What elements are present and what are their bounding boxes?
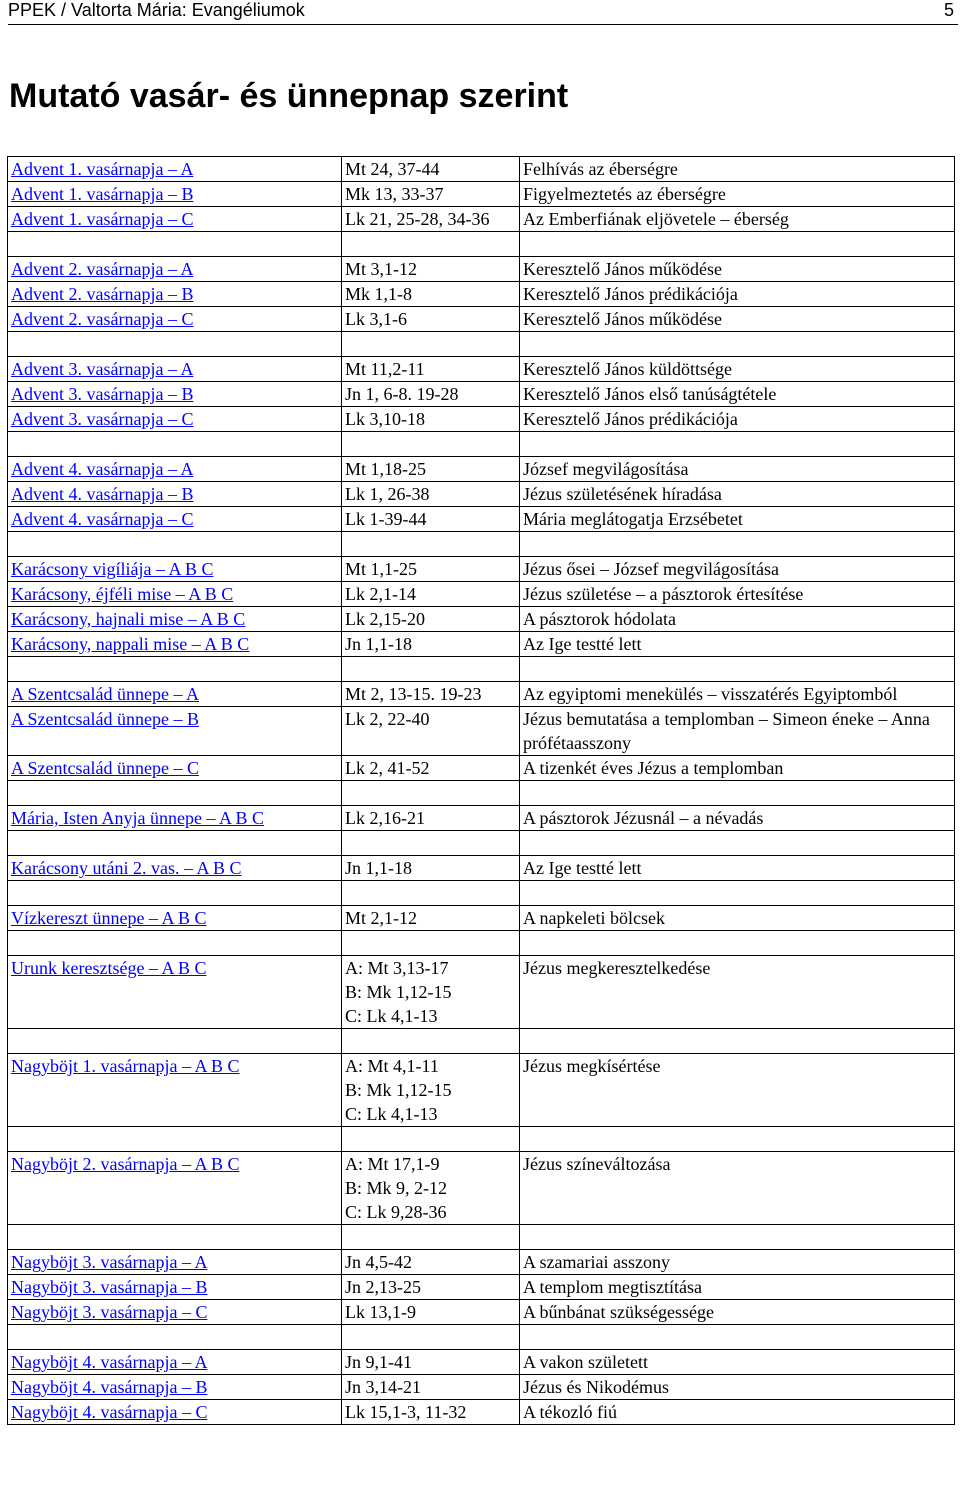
day-link[interactable]: Advent 4. vasárnapja – B <box>11 484 194 504</box>
spacer-row <box>8 1127 955 1152</box>
day-cell <box>8 1275 342 1300</box>
table-row <box>8 457 955 482</box>
reference-cell: Lk 3,1-6 <box>342 307 520 332</box>
day-link[interactable]: Advent 2. vasárnapja – C <box>11 309 194 329</box>
empty-cell <box>520 657 955 682</box>
empty-cell <box>342 1127 520 1152</box>
table-row <box>8 307 955 332</box>
empty-cell <box>520 232 955 257</box>
reference-cell: Lk 3,10-18 <box>342 407 520 432</box>
day-link[interactable]: Karácsony, hajnali mise – A B C <box>11 609 246 629</box>
empty-cell <box>8 657 342 682</box>
day-cell <box>8 682 342 707</box>
reference-cell <box>342 1054 520 1127</box>
empty-cell <box>520 781 955 806</box>
topic-cell: József megvilágosítása <box>520 457 955 482</box>
empty-cell <box>342 232 520 257</box>
page-title: Mutató vasár- és ünnepnap szerint <box>9 77 569 115</box>
empty-cell <box>520 1127 955 1152</box>
empty-cell <box>8 781 342 806</box>
topic-cell: Felhívás az éberségre <box>520 157 955 182</box>
day-cell <box>8 856 342 881</box>
reference-cell: Jn 1,1-18 <box>342 632 520 657</box>
table-row <box>8 756 955 781</box>
day-cell <box>8 906 342 931</box>
day-link[interactable]: Advent 1. vasárnapja – C <box>11 209 194 229</box>
day-cell <box>8 382 342 407</box>
reference-cell: Mt 1,1-25 <box>342 557 520 582</box>
reference-cell: Lk 2,1-14 <box>342 582 520 607</box>
spacer-row <box>8 232 955 257</box>
topic-cell: A pásztorok hódolata <box>520 607 955 632</box>
day-link[interactable]: Nagyböjt 4. vasárnapja – A <box>11 1352 208 1372</box>
day-cell <box>8 557 342 582</box>
table-row <box>8 507 955 532</box>
spacer-row <box>8 831 955 856</box>
empty-cell <box>520 881 955 906</box>
table-row <box>8 157 955 182</box>
day-link[interactable]: Nagyböjt 3. vasárnapja – B <box>11 1277 208 1297</box>
day-cell <box>8 756 342 781</box>
reference-line: B: Mk 1,12-15 <box>345 1080 452 1100</box>
day-cell <box>8 956 342 1029</box>
day-link[interactable]: Advent 3. vasárnapja – B <box>11 384 194 404</box>
reference-line: B: Mk 1,12-15 <box>345 982 452 1002</box>
day-cell <box>8 457 342 482</box>
day-cell <box>8 157 342 182</box>
day-link[interactable]: Nagyböjt 3. vasárnapja – C <box>11 1302 208 1322</box>
spacer-row <box>8 1325 955 1350</box>
topic-cell: A templom megtisztítása <box>520 1275 955 1300</box>
reference-cell: Lk 2, 41-52 <box>342 756 520 781</box>
day-cell <box>8 806 342 831</box>
empty-cell <box>342 332 520 357</box>
reference-cell: Jn 9,1-41 <box>342 1350 520 1375</box>
topic-cell: Keresztelő János prédikációja <box>520 282 955 307</box>
reference-cell: Lk 13,1-9 <box>342 1300 520 1325</box>
empty-cell <box>8 1127 342 1152</box>
topic-cell: Az Ige testté lett <box>520 856 955 881</box>
reference-cell: Jn 1,1-18 <box>342 856 520 881</box>
empty-cell <box>520 931 955 956</box>
spacer-row <box>8 1225 955 1250</box>
spacer-row <box>8 532 955 557</box>
reference-cell: Mt 2, 13-15. 19-23 <box>342 682 520 707</box>
day-cell <box>8 507 342 532</box>
empty-cell <box>8 532 342 557</box>
spacer-row <box>8 881 955 906</box>
day-link[interactable]: Advent 2. vasárnapja – A <box>11 259 194 279</box>
table-row <box>8 257 955 282</box>
table-row <box>8 707 955 756</box>
reference-cell: Mt 3,1-12 <box>342 257 520 282</box>
topic-cell: A vakon született <box>520 1350 955 1375</box>
topic-cell: Jézus születése – a pásztorok értesítése <box>520 582 955 607</box>
reference-cell: Jn 2,13-25 <box>342 1275 520 1300</box>
reference-line: A: Mt 3,13-17 <box>345 958 449 978</box>
table-row <box>8 557 955 582</box>
day-link[interactable]: Mária, Isten Anyja ünnepe – A B C <box>11 808 264 828</box>
empty-cell <box>520 1029 955 1054</box>
day-link[interactable]: Advent 2. vasárnapja – B <box>11 284 194 304</box>
day-cell <box>8 1375 342 1400</box>
reference-cell: Lk 21, 25-28, 34-36 <box>342 207 520 232</box>
table-row <box>8 1152 955 1225</box>
empty-cell <box>342 1225 520 1250</box>
day-link[interactable]: Nagyböjt 1. vasárnapja – A B C <box>11 1056 240 1076</box>
day-cell <box>8 482 342 507</box>
day-link[interactable]: Karácsony, nappali mise – A B C <box>11 634 250 654</box>
empty-cell <box>342 432 520 457</box>
day-link[interactable]: A Szentcsalád ünnepe – C <box>11 758 199 778</box>
table-row <box>8 806 955 831</box>
table-row <box>8 1350 955 1375</box>
reference-cell: Lk 15,1-3, 11-32 <box>342 1400 520 1425</box>
table-row <box>8 1375 955 1400</box>
table-row <box>8 282 955 307</box>
day-link[interactable]: Nagyböjt 4. vasárnapja – B <box>11 1377 208 1397</box>
day-link[interactable]: Advent 1. vasárnapja – A <box>11 159 194 179</box>
topic-cell: A napkeleti bölcsek <box>520 906 955 931</box>
empty-cell <box>8 1225 342 1250</box>
empty-cell <box>342 931 520 956</box>
topic-cell: A tékozló fiú <box>520 1400 955 1425</box>
day-link[interactable]: Vízkereszt ünnepe – A B C <box>11 908 207 928</box>
topic-cell: Jézus ősei – József megvilágosítása <box>520 557 955 582</box>
empty-cell <box>520 1325 955 1350</box>
reference-cell: Mk 13, 33-37 <box>342 182 520 207</box>
day-link[interactable]: Karácsony, éjféli mise – A B C <box>11 584 234 604</box>
reference-line: A: Mt 17,1-9 <box>345 1154 440 1174</box>
day-link[interactable]: A Szentcsalád ünnepe – A <box>11 684 199 704</box>
day-link[interactable]: Advent 4. vasárnapja – C <box>11 509 194 529</box>
topic-cell: Keresztelő János küldöttsége <box>520 357 955 382</box>
table-row <box>8 1250 955 1275</box>
empty-cell <box>8 1029 342 1054</box>
empty-cell <box>342 1029 520 1054</box>
empty-cell <box>8 931 342 956</box>
reference-cell: Mk 1,1-8 <box>342 282 520 307</box>
empty-cell <box>342 881 520 906</box>
spacer-row <box>8 432 955 457</box>
table-row <box>8 482 955 507</box>
day-link[interactable]: Nagyböjt 3. vasárnapja – A <box>11 1252 208 1272</box>
spacer-row <box>8 1029 955 1054</box>
day-cell <box>8 307 342 332</box>
table-row <box>8 382 955 407</box>
day-link[interactable]: Karácsony vigíliája – A B C <box>11 559 214 579</box>
empty-cell <box>8 332 342 357</box>
day-cell <box>8 182 342 207</box>
reference-cell: Jn 4,5-42 <box>342 1250 520 1275</box>
day-link[interactable]: Nagyböjt 2. vasárnapja – A B C <box>11 1154 240 1174</box>
topic-cell: Jézus bemutatása a templomban – Simeon éneke – Anna prófétaasszony <box>520 707 955 756</box>
empty-cell <box>8 881 342 906</box>
table-row <box>8 1400 955 1425</box>
reference-cell: Lk 1-39-44 <box>342 507 520 532</box>
day-link[interactable]: Nagyböjt 4. vasárnapja – C <box>11 1402 208 1422</box>
reference-cell: Lk 1, 26-38 <box>342 482 520 507</box>
topic-cell: Az Ige testté lett <box>520 632 955 657</box>
empty-cell <box>8 432 342 457</box>
reference-cell: Lk 2, 22-40 <box>342 707 520 756</box>
day-link[interactable]: Advent 3. vasárnapja – C <box>11 409 194 429</box>
day-cell <box>8 707 342 756</box>
topic-cell: A tizenkét éves Jézus a templomban <box>520 756 955 781</box>
table-row <box>8 856 955 881</box>
day-cell <box>8 607 342 632</box>
table-row <box>8 956 955 1029</box>
table-row <box>8 906 955 931</box>
topic-cell: A szamariai asszony <box>520 1250 955 1275</box>
table-row <box>8 1300 955 1325</box>
topic-cell: Mária meglátogatja Erzsébetet <box>520 507 955 532</box>
empty-cell <box>342 1325 520 1350</box>
topic-cell: Az Emberfiának eljövetele – éberség <box>520 207 955 232</box>
topic-cell: Jézus és Nikodémus <box>520 1375 955 1400</box>
table-row <box>8 1275 955 1300</box>
spacer-row <box>8 931 955 956</box>
table-row <box>8 182 955 207</box>
empty-cell <box>520 831 955 856</box>
topic-cell: Jézus születésének híradása <box>520 482 955 507</box>
reference-cell <box>342 1152 520 1225</box>
empty-cell <box>342 781 520 806</box>
topic-cell: Figyelmeztetés az éberségre <box>520 182 955 207</box>
day-link[interactable]: Advent 3. vasárnapja – A <box>11 359 194 379</box>
day-cell <box>8 257 342 282</box>
day-cell <box>8 282 342 307</box>
empty-cell <box>8 232 342 257</box>
day-link[interactable]: Advent 4. vasárnapja – A <box>11 459 194 479</box>
topic-cell: Jézus színeváltozása <box>520 1152 955 1225</box>
reference-cell: Jn 3,14-21 <box>342 1375 520 1400</box>
reference-cell: Lk 2,15-20 <box>342 607 520 632</box>
empty-cell <box>8 831 342 856</box>
topic-cell: Jézus megkísértése <box>520 1054 955 1127</box>
reference-cell: Jn 1, 6-8. 19-28 <box>342 382 520 407</box>
reference-line: C: Lk 4,1-13 <box>345 1006 438 1026</box>
day-cell <box>8 1300 342 1325</box>
day-link[interactable]: Urunk keresztsége – A B C <box>11 958 207 978</box>
empty-cell <box>520 432 955 457</box>
reference-line: B: Mk 9, 2-12 <box>345 1178 448 1198</box>
empty-cell <box>342 831 520 856</box>
day-cell <box>8 1152 342 1225</box>
day-cell <box>8 582 342 607</box>
reference-cell <box>342 956 520 1029</box>
table-row <box>8 407 955 432</box>
day-cell <box>8 1250 342 1275</box>
table-row <box>8 357 955 382</box>
page-header <box>8 0 958 25</box>
topic-cell: Keresztelő János működése <box>520 257 955 282</box>
day-cell <box>8 357 342 382</box>
empty-cell <box>520 1225 955 1250</box>
reference-line: C: Lk 9,28-36 <box>345 1202 447 1222</box>
day-link[interactable]: A Szentcsalád ünnepe – B <box>11 709 199 729</box>
reference-cell: Mt 1,18-25 <box>342 457 520 482</box>
day-cell <box>8 1400 342 1425</box>
day-cell <box>8 407 342 432</box>
table-row <box>8 607 955 632</box>
day-cell <box>8 632 342 657</box>
day-link[interactable]: Advent 1. vasárnapja – B <box>11 184 194 204</box>
spacer-row <box>8 781 955 806</box>
header-title: PPEK / Valtorta Mária: Evangéliumok <box>8 0 305 20</box>
empty-cell <box>520 332 955 357</box>
day-cell <box>8 207 342 232</box>
table-row <box>8 207 955 232</box>
table-row <box>8 632 955 657</box>
empty-cell <box>342 532 520 557</box>
sunday-index-table <box>7 156 955 1425</box>
page-number: 5 <box>943 0 954 20</box>
day-cell <box>8 1350 342 1375</box>
topic-cell: A bűnbánat szükségessége <box>520 1300 955 1325</box>
reference-cell: Mt 24, 37-44 <box>342 157 520 182</box>
empty-cell <box>342 657 520 682</box>
topic-cell: A pásztorok Jézusnál – a névadás <box>520 806 955 831</box>
reference-line: A: Mt 4,1-11 <box>345 1056 439 1076</box>
topic-cell: Keresztelő János első tanúságtétele <box>520 382 955 407</box>
reference-cell: Lk 2,16-21 <box>342 806 520 831</box>
table-row <box>8 682 955 707</box>
table-row <box>8 582 955 607</box>
empty-cell <box>8 1325 342 1350</box>
topic-cell: Keresztelő János prédikációja <box>520 407 955 432</box>
table-row <box>8 1054 955 1127</box>
topic-cell: Jézus megkeresztelkedése <box>520 956 955 1029</box>
spacer-row <box>8 657 955 682</box>
reference-cell: Mt 11,2-11 <box>342 357 520 382</box>
spacer-row <box>8 332 955 357</box>
day-cell <box>8 1054 342 1127</box>
reference-cell: Mt 2,1-12 <box>342 906 520 931</box>
reference-line: C: Lk 4,1-13 <box>345 1104 438 1124</box>
empty-cell <box>520 532 955 557</box>
topic-cell: Az egyiptomi menekülés – visszatérés Egyiptomból <box>520 682 955 707</box>
day-link[interactable]: Karácsony utáni 2. vas. – A B C <box>11 858 242 878</box>
topic-cell: Keresztelő János működése <box>520 307 955 332</box>
table-body <box>8 157 955 1425</box>
